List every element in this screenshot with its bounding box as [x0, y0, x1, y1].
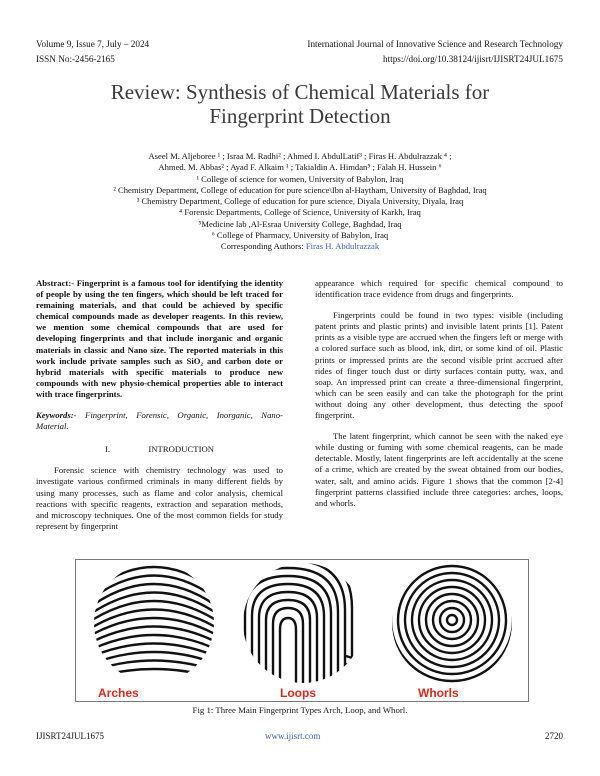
keywords — [36, 410, 283, 432]
intro-paragraph: Forensic science with chemistry technology was used to investigate various confirmed criminals in many different fields by using many processes, such as flame and color analysis, chemical reactions with specific reagents, extraction and separation methods, and microscopy techniques. One of the most common fields for study represent by fingerprint — [36, 465, 283, 531]
author-block — [0, 151, 600, 253]
paragraph: The latent fingerprint, which cannot be seen with the naked eye while dusting or fuming with some chemical reagents, can be made detectable. Mostly, latent fingerprints are left accidentally at the scene of a crime, which are created by the sweat obtained from our bodies, water, salt, and amino acids. Figure 1 shows that the common [2-4] fingerprint patterns classified include three categories: arches, loops, and whorls. — [315, 431, 563, 508]
fingerprint-label-whorls: Whorls — [418, 686, 459, 700]
corresponding-author — [0, 241, 600, 252]
right-column — [315, 278, 563, 509]
corresponding-label: Corresponding Authors: — [220, 241, 304, 252]
section-number: I. — [104, 444, 111, 455]
header-volume: Volume 9, Issue 7, July – 2024 — [36, 39, 150, 49]
affiliation: ² Chemistry Department, College of education for pure science\Ibn al-Haytham, University of Baghdad, Iraq — [113, 184, 487, 195]
fingerprint-label-arches: Arches — [98, 686, 139, 700]
affiliation: ¹ College of science for women, University of Babylon, Iraq — [196, 173, 404, 184]
header-doi[interactable]: https://doi.org/10.38124/ijisrt/IJISRT24JUL1675 — [383, 54, 563, 64]
author-line: Aseel M. Aljeboree ¹ ; Israa M. Radhi² ; Ahmed I. AbdulLatif³ ; Firas H. Abdulrazzak ⁴ ; — [148, 151, 452, 161]
fingerprint-label-loops: Loops — [280, 686, 316, 700]
figure-fingerprints — [75, 559, 529, 702]
keywords-text: Fingerprint, Forensic, Organic, Inorganic, Nano-Material. — [36, 410, 283, 432]
header-journal: International Journal of Innovative Science and Research Technology — [307, 39, 563, 49]
paper-title — [0, 80, 600, 128]
keywords-label: Keywords:- — [36, 410, 77, 421]
affiliation: ⁴ Forensic Departments, College of Science, University of Karkh, Iraq — [179, 207, 421, 218]
paragraph: Fingerprints could be found in two types: visible (including patent prints and plastic prints) and invisible latent prints [1]. Patent prints as a visible type are accrued when the fingers left or merge with a colored surface such as blood, ink, dirt, or some kind of oil. Plastic prints or impressed prints are the second visible print accrued after rides of finger touch dust or dirty surfaces contain putty, wax, and soap. An impressed print can create a three-dimensional fingerprint, which can be seen easily and can take the photograph for the print without doing any other development, thus detecting the spoof fingerprint. — [315, 310, 563, 421]
affiliation: ⁵Medicine lab ,Al-Esraa University College, Baghdad, Iraq — [198, 218, 402, 229]
fingerprint-figure-svg — [76, 560, 528, 701]
section-title: INTRODUCTION — [148, 444, 215, 455]
whorl-fingerprint-icon — [384, 560, 520, 688]
paragraph: appearance which required for specific chemical compound to identification trace evidence from drugs and fingerprints. — [315, 278, 563, 300]
title-line-1: Review: Synthesis of Chemical Materials for — [110, 80, 490, 104]
author-line: Ahmed. M. Abbas² ; Ayad F. Alkaim ¹ ; Takialdin A. Himdan⁵ ; Falah H. Hussein ⁶ — [158, 162, 442, 173]
affiliation: ⁶ College of Pharmacy, University of Babylon, Iraq — [211, 230, 389, 241]
left-column — [36, 278, 283, 532]
footer-page-number: 2720 — [545, 731, 563, 741]
footer-website-link[interactable]: www.ijisrt.com — [265, 731, 321, 741]
corresponding-name[interactable]: Firas H. Abdulrazzak — [305, 241, 380, 252]
figure-caption: Fig 1: Three Main Fingerprint Types Arch, Loop, and Whorl. — [192, 705, 408, 715]
loop-fingerprint-icon — [224, 560, 376, 688]
affiliation: ³ Chemistry Department, College of education for pure science, Diyala University, Diyala, Iraq — [136, 196, 464, 207]
abstract-text: Fingerprint is a famous tool for identifying the identity of people by using the ten fingers, which should be left traced for remaining materials, and that could be achieved by specific chemical compounds made as developer reagents. In this review, we mention some chemical compounds that are used for developing fingerprints and that include inorganic and organic materials in classic and Nano size. The reported materials in this work include private samples such as SiO₂ and carbon dote or hybrid materials with specific materials to produce new compounds with new physio-chemical properties able to interact with trace fingerprints. — [36, 278, 283, 399]
header-issn: ISSN No:-2456-2165 — [36, 54, 115, 64]
abstract-label: Abstract:- — [36, 278, 75, 288]
abstract — [36, 278, 283, 400]
title-line-2: Fingerprint Detection — [209, 104, 391, 128]
arch-fingerprint-icon — [86, 560, 222, 680]
footer-paper-id: IJISRT24JUL1675 — [36, 731, 104, 741]
section-heading — [36, 444, 283, 455]
